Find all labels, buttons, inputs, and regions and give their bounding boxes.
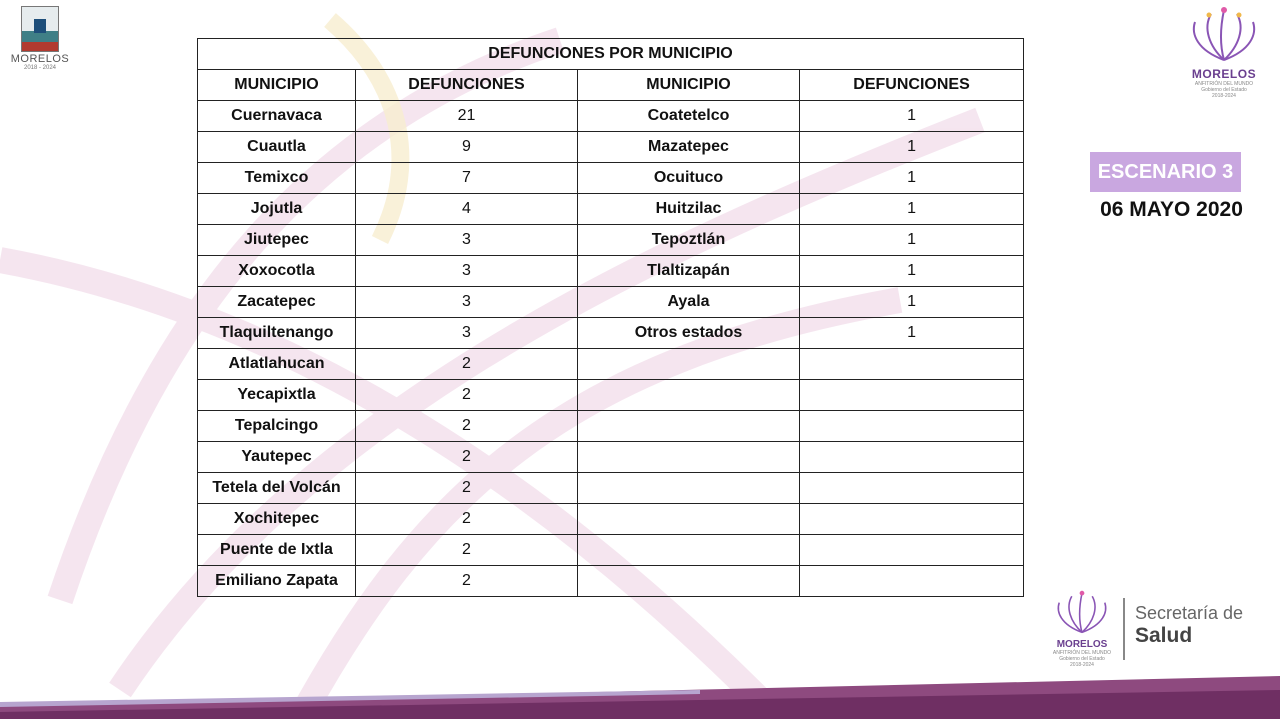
defunciones-cell: 2 <box>356 566 578 597</box>
defunciones-table <box>197 38 1024 597</box>
flower-logo-icon <box>1054 590 1110 634</box>
column-header: DEFUNCIONES <box>356 70 578 101</box>
municipio-cell: Cuautla <box>198 132 356 163</box>
municipio-cell: Temixco <box>198 163 356 194</box>
municipio-cell: Jojutla <box>198 194 356 225</box>
table-row <box>198 504 1024 535</box>
municipio-cell: Ocuituco <box>578 163 800 194</box>
column-header: DEFUNCIONES <box>800 70 1024 101</box>
logo-tagline: ANFITRIÓN DEL MUNDO <box>1194 81 1254 87</box>
municipio-cell: Tlaquiltenango <box>198 318 356 349</box>
municipio-cell: Tepalcingo <box>198 411 356 442</box>
secretaria-morelos-logo <box>1050 590 1114 668</box>
defunciones-cell: 2 <box>356 380 578 411</box>
secretaria-logo-years: 2018-2024 <box>1070 662 1094 668</box>
defunciones-cell <box>800 380 1024 411</box>
report-date: 06 MAYO 2020 <box>1100 198 1243 221</box>
secretaria-line1: Secretaría de <box>1135 603 1244 623</box>
flower-logo-icon <box>1189 6 1259 62</box>
table-row <box>198 566 1024 597</box>
municipio-cell: Mazatepec <box>578 132 800 163</box>
secretaria-line2: Salud <box>1135 624 1193 647</box>
municipio-cell: Yecapixtla <box>198 380 356 411</box>
defunciones-cell <box>800 473 1024 504</box>
morelos-logo <box>1180 6 1268 99</box>
municipio-cell <box>578 442 800 473</box>
municipio-cell <box>578 411 800 442</box>
defunciones-cell: 3 <box>356 256 578 287</box>
municipio-cell <box>578 566 800 597</box>
table-row <box>198 380 1024 411</box>
table-row <box>198 194 1024 225</box>
secretaria-logo-name: MORELOS <box>1056 639 1108 650</box>
logo-years: 2018-2024 <box>1212 93 1236 99</box>
defunciones-cell <box>800 566 1024 597</box>
defunciones-cell: 1 <box>800 163 1024 194</box>
defunciones-cell: 2 <box>356 349 578 380</box>
column-header: MUNICIPIO <box>578 70 800 101</box>
table-row <box>198 101 1024 132</box>
defunciones-cell <box>800 442 1024 473</box>
column-header: MUNICIPIO <box>198 70 356 101</box>
municipio-cell: Coatetelco <box>578 101 800 132</box>
table-row <box>198 473 1024 504</box>
logo-divider <box>1123 598 1125 660</box>
municipio-cell: Yautepec <box>198 442 356 473</box>
defunciones-cell: 21 <box>356 101 578 132</box>
defunciones-cell: 1 <box>800 287 1024 318</box>
defunciones-cell: 1 <box>800 132 1024 163</box>
municipio-cell: Tepoztlán <box>578 225 800 256</box>
table-row <box>198 287 1024 318</box>
secretaria-logo-government: Gobierno del Estado <box>1059 656 1105 662</box>
municipio-cell <box>578 473 800 504</box>
municipio-cell <box>578 349 800 380</box>
table-row <box>198 225 1024 256</box>
defunciones-cell: 7 <box>356 163 578 194</box>
table-row <box>198 132 1024 163</box>
table-title: DEFUNCIONES POR MUNICIPIO <box>198 39 1024 70</box>
logo-government: Gobierno del Estado <box>1201 87 1247 93</box>
defunciones-cell <box>800 411 1024 442</box>
logo-name: MORELOS <box>1191 67 1257 81</box>
state-seal <box>6 6 74 71</box>
defunciones-cell: 3 <box>356 318 578 349</box>
secretaria-logo-tagline: ANFITRIÓN DEL MUNDO <box>1052 650 1112 656</box>
table-row <box>198 411 1024 442</box>
defunciones-cell: 3 <box>356 287 578 318</box>
municipio-cell: Zacatepec <box>198 287 356 318</box>
scenario-badge: ESCENARIO 3 <box>1090 152 1241 192</box>
table-row <box>198 442 1024 473</box>
table-row <box>198 163 1024 194</box>
municipio-cell: Emiliano Zapata <box>198 566 356 597</box>
table-row <box>198 318 1024 349</box>
defunciones-cell: 1 <box>800 225 1024 256</box>
municipio-cell: Huitzilac <box>578 194 800 225</box>
defunciones-cell <box>800 349 1024 380</box>
municipio-cell: Xoxocotla <box>198 256 356 287</box>
defunciones-cell: 1 <box>800 194 1024 225</box>
table-row <box>198 256 1024 287</box>
bottom-decorative-band <box>0 676 1280 719</box>
table-header-row <box>198 70 1024 101</box>
defunciones-table-container <box>197 38 1023 597</box>
table-title-row <box>198 39 1024 70</box>
defunciones-cell: 4 <box>356 194 578 225</box>
defunciones-cell: 1 <box>800 318 1024 349</box>
defunciones-cell: 1 <box>800 101 1024 132</box>
defunciones-cell: 2 <box>356 535 578 566</box>
defunciones-cell: 2 <box>356 442 578 473</box>
municipio-cell: Otros estados <box>578 318 800 349</box>
municipio-cell: Puente de Ixtla <box>198 535 356 566</box>
municipio-cell: Tetela del Volcán <box>198 473 356 504</box>
table-row <box>198 349 1024 380</box>
municipio-cell: Tlaltizapán <box>578 256 800 287</box>
defunciones-cell <box>800 535 1024 566</box>
municipio-cell: Xochitepec <box>198 504 356 535</box>
coat-of-arms-icon <box>21 6 59 52</box>
defunciones-cell: 9 <box>356 132 578 163</box>
table-row <box>198 535 1024 566</box>
defunciones-cell: 1 <box>800 256 1024 287</box>
defunciones-cell: 2 <box>356 473 578 504</box>
seal-years: 2018 - 2024 <box>23 65 57 71</box>
municipio-cell <box>578 504 800 535</box>
municipio-cell: Cuernavaca <box>198 101 356 132</box>
seal-state-name: MORELOS <box>10 53 70 65</box>
defunciones-cell: 2 <box>356 411 578 442</box>
defunciones-cell: 3 <box>356 225 578 256</box>
municipio-cell <box>578 380 800 411</box>
municipio-cell: Ayala <box>578 287 800 318</box>
municipio-cell <box>578 535 800 566</box>
defunciones-cell <box>800 504 1024 535</box>
municipio-cell: Atlatlahucan <box>198 349 356 380</box>
defunciones-cell: 2 <box>356 504 578 535</box>
municipio-cell: Jiutepec <box>198 225 356 256</box>
